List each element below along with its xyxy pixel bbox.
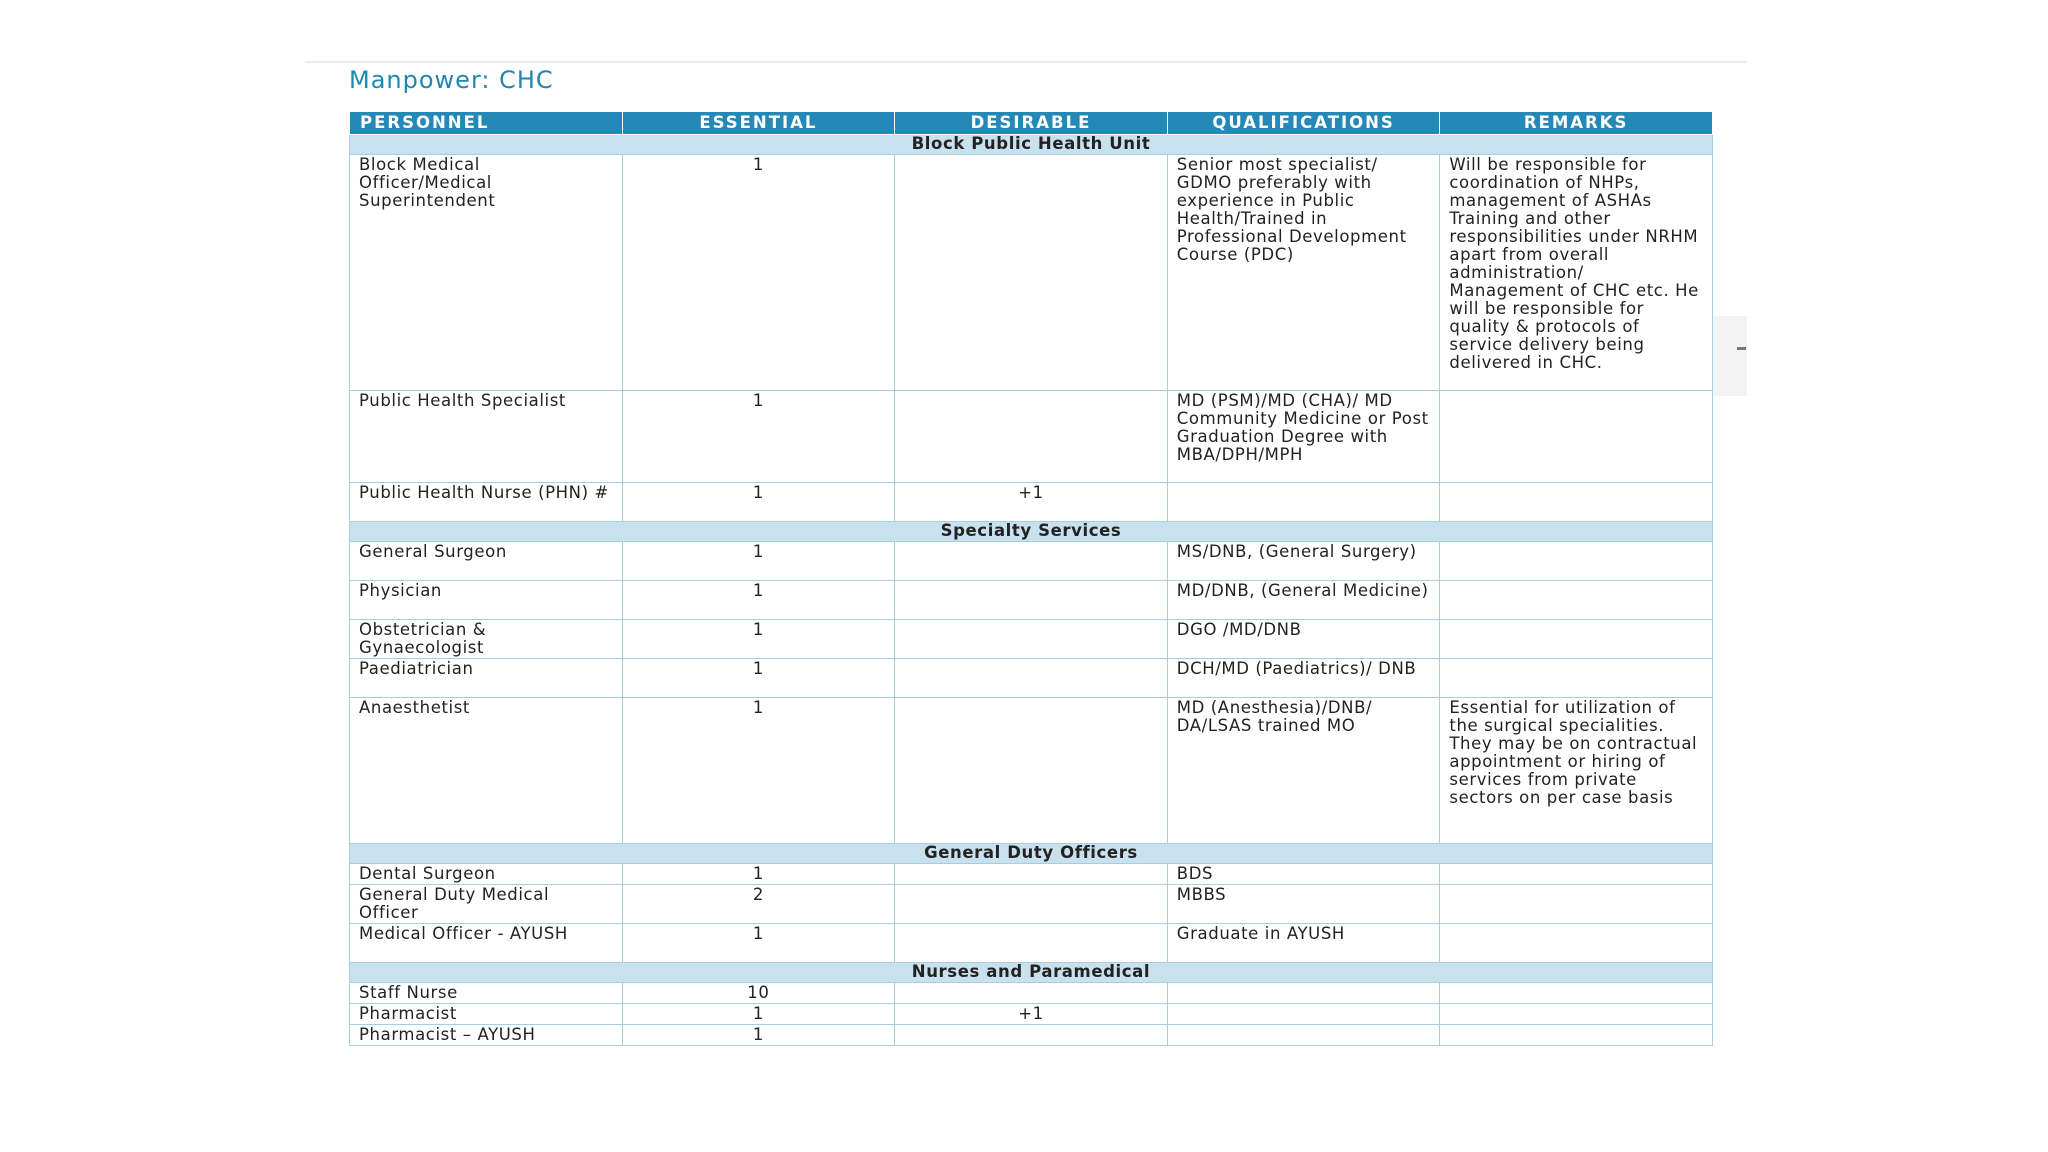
- personnel-cell: Medical Officer - AYUSH: [350, 924, 623, 963]
- qualifications-cell: MD (Anesthesia)/DNB/ DA/LSAS trained MO: [1167, 698, 1440, 844]
- table-row: [350, 581, 1713, 620]
- personnel-cell: Public Health Nurse (PHN) #: [350, 483, 623, 522]
- header-qualifications: QUALIFICATIONS: [1167, 112, 1440, 135]
- header-remarks: REMARKS: [1440, 112, 1713, 135]
- table-row: [350, 698, 1713, 844]
- essential-cell: 1: [622, 864, 895, 885]
- essential-cell: 1: [622, 542, 895, 581]
- section-row: [350, 135, 1713, 155]
- remarks-cell: Will be responsible for coordination of NHPs, management of ASHAs Training and other responsibilities under NRHM apart from overall administration/ Management of CHC etc. He will be responsible for quality & protocols of service delivery being delivered in CHC.: [1440, 155, 1713, 391]
- personnel-cell: Block Medical Officer/Medical Superintendent: [350, 155, 623, 391]
- essential-cell: 1: [622, 483, 895, 522]
- desirable-cell: [895, 620, 1168, 659]
- qualifications-cell: Senior most specialist/ GDMO preferably with experience in Public Health/Trained in Professional Development Course (PDC): [1167, 155, 1440, 391]
- personnel-cell: Pharmacist – AYUSH: [350, 1025, 623, 1046]
- personnel-cell: General Surgeon: [350, 542, 623, 581]
- remarks-cell: [1440, 924, 1713, 963]
- section-row: [350, 522, 1713, 542]
- essential-cell: 10: [622, 983, 895, 1004]
- desirable-cell: [895, 924, 1168, 963]
- remarks-cell: [1440, 620, 1713, 659]
- table-row: [350, 864, 1713, 885]
- section-row: [350, 844, 1713, 864]
- desirable-cell: [895, 698, 1168, 844]
- table-row: [350, 620, 1713, 659]
- essential-cell: 1: [622, 924, 895, 963]
- desirable-cell: +1: [895, 1004, 1168, 1025]
- personnel-cell: Anaesthetist: [350, 698, 623, 844]
- qualifications-cell: [1167, 483, 1440, 522]
- qualifications-cell: [1167, 1025, 1440, 1046]
- remarks-cell: [1440, 1004, 1713, 1025]
- essential-cell: 1: [622, 1025, 895, 1046]
- section-heading: General Duty Officers: [350, 844, 1713, 864]
- table-header: [350, 112, 1713, 135]
- qualifications-cell: DGO /MD/DNB: [1167, 620, 1440, 659]
- desirable-cell: [895, 864, 1168, 885]
- table-row: [350, 983, 1713, 1004]
- table-row: [350, 924, 1713, 963]
- desirable-cell: [895, 659, 1168, 698]
- personnel-cell: Pharmacist: [350, 1004, 623, 1025]
- table-row: [350, 483, 1713, 522]
- section-heading: Nurses and Paramedical: [350, 963, 1713, 983]
- page-title: Manpower: CHC: [349, 66, 554, 94]
- table-row: [350, 1025, 1713, 1046]
- personnel-cell: Obstetrician & Gynaecologist: [350, 620, 623, 659]
- essential-cell: 1: [622, 581, 895, 620]
- table-row: [350, 391, 1713, 483]
- personnel-cell: General Duty Medical Officer: [350, 885, 623, 924]
- qualifications-cell: Graduate in AYUSH: [1167, 924, 1440, 963]
- remarks-cell: [1440, 864, 1713, 885]
- qualifications-cell: BDS: [1167, 864, 1440, 885]
- desirable-cell: [895, 542, 1168, 581]
- manpower-table: [349, 111, 1713, 1046]
- personnel-cell: Dental Surgeon: [350, 864, 623, 885]
- essential-cell: 1: [622, 659, 895, 698]
- qualifications-cell: MD (PSM)/MD (CHA)/ MD Community Medicine or Post Graduation Degree with MBA/DPH/MPH: [1167, 391, 1440, 483]
- essential-cell: 1: [622, 391, 895, 483]
- desirable-cell: [895, 155, 1168, 391]
- qualifications-cell: [1167, 1004, 1440, 1025]
- essential-cell: 1: [622, 155, 895, 391]
- top-divider: [305, 61, 1747, 63]
- side-tab-mark-icon: [1737, 347, 1746, 350]
- essential-cell: 1: [622, 698, 895, 844]
- table-row: [350, 659, 1713, 698]
- desirable-cell: [895, 885, 1168, 924]
- header-desirable: DESIRABLE: [895, 112, 1168, 135]
- table-row: [350, 885, 1713, 924]
- table-body: [350, 135, 1713, 1046]
- table-row: [350, 542, 1713, 581]
- header-essential: ESSENTIAL: [622, 112, 895, 135]
- remarks-cell: [1440, 885, 1713, 924]
- section-heading: Block Public Health Unit: [350, 135, 1713, 155]
- essential-cell: 1: [622, 1004, 895, 1025]
- remarks-cell: [1440, 542, 1713, 581]
- table-row: [350, 155, 1713, 391]
- qualifications-cell: DCH/MD (Paediatrics)/ DNB: [1167, 659, 1440, 698]
- qualifications-cell: MS/DNB, (General Surgery): [1167, 542, 1440, 581]
- section-heading: Specialty Services: [350, 522, 1713, 542]
- remarks-cell: [1440, 581, 1713, 620]
- remarks-cell: [1440, 483, 1713, 522]
- header-row: [350, 112, 1713, 135]
- header-personnel: PERSONNEL: [350, 112, 623, 135]
- remarks-cell: [1440, 659, 1713, 698]
- desirable-cell: [895, 391, 1168, 483]
- desirable-cell: [895, 983, 1168, 1004]
- qualifications-cell: [1167, 983, 1440, 1004]
- remarks-cell: [1440, 983, 1713, 1004]
- table-row: [350, 1004, 1713, 1025]
- remarks-cell: [1440, 391, 1713, 483]
- personnel-cell: Public Health Specialist: [350, 391, 623, 483]
- personnel-cell: Physician: [350, 581, 623, 620]
- essential-cell: 1: [622, 620, 895, 659]
- section-row: [350, 963, 1713, 983]
- remarks-cell: [1440, 1025, 1713, 1046]
- qualifications-cell: MD/DNB, (General Medicine): [1167, 581, 1440, 620]
- essential-cell: 2: [622, 885, 895, 924]
- personnel-cell: Staff Nurse: [350, 983, 623, 1004]
- personnel-cell: Paediatrician: [350, 659, 623, 698]
- desirable-cell: [895, 581, 1168, 620]
- remarks-cell: Essential for utilization of the surgical specialities. They may be on contractual appointment or hiring of services from private sectors on per case basis: [1440, 698, 1713, 844]
- desirable-cell: +1: [895, 483, 1168, 522]
- qualifications-cell: MBBS: [1167, 885, 1440, 924]
- desirable-cell: [895, 1025, 1168, 1046]
